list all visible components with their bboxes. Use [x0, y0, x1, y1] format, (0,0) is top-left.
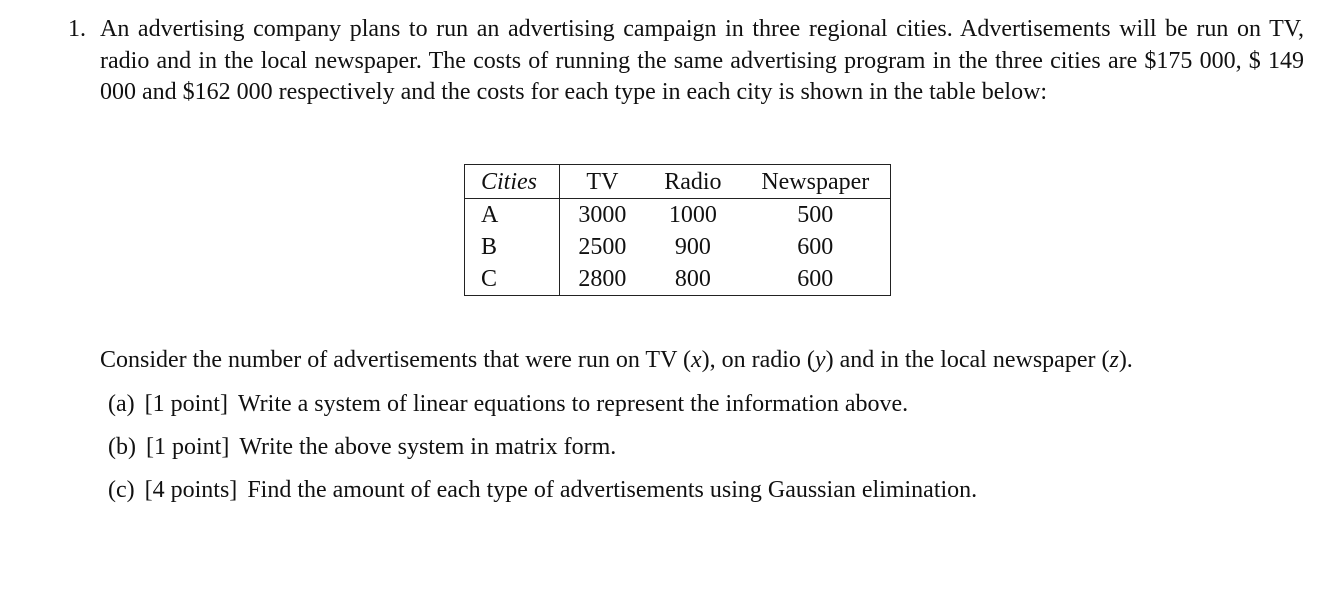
part-label: (a): [108, 391, 135, 417]
prompt-text-3: ) and in the local newspaper (: [825, 347, 1110, 373]
cell-tv: 2800: [578, 266, 627, 292]
variable-x: x: [690, 347, 702, 373]
table-header-row: [465, 165, 891, 199]
header-newspaper: Newspaper: [741, 165, 891, 199]
variable-z: z: [1109, 347, 1119, 373]
cell-radio: 900: [674, 234, 711, 260]
part-points: [1 point]: [145, 434, 230, 460]
part-text: Find the amount of each type of advertisements using Gaussian elimination.: [247, 477, 978, 503]
part-points: [4 points]: [144, 477, 238, 503]
cell-city: C: [465, 263, 560, 296]
prompt-text-4: ).: [1118, 347, 1133, 373]
variable-y: y: [814, 347, 826, 373]
prompt-text-2: ), on radio (: [701, 347, 815, 373]
header-cities: Cities: [465, 165, 560, 199]
problem-text: An advertising company plans to run an advertising campaign in three regional cities. Advertisements will be run on TV, radio and in the local newspaper. The costs of running the same advertising program in the three cities are $175 000, $ 149 000 and $162 000 respectively and the costs for each type in each city is shown in the table below:: [100, 16, 1304, 105]
part-text: Write the above system in matrix form.: [239, 434, 617, 460]
cell-city: B: [465, 231, 560, 263]
part-a: [108, 389, 977, 432]
question-prompt: [100, 345, 1133, 376]
cell-radio: 800: [674, 266, 711, 292]
cell-tv: 2500: [578, 234, 627, 260]
prompt-text-1: Consider the number of advertisements that were run on TV (: [100, 347, 691, 373]
part-label: (b): [108, 434, 136, 460]
cell-tv: 3000: [578, 202, 627, 228]
cell-newspaper: 500: [797, 202, 834, 228]
cell-newspaper: 600: [797, 266, 834, 292]
cell-city: A: [465, 199, 560, 232]
part-text: Write a system of linear equations to represent the information above.: [237, 391, 909, 417]
part-points: [1 point]: [144, 391, 228, 417]
cost-table: [464, 164, 891, 296]
header-tv: TV: [559, 165, 645, 199]
cell-radio: 1000: [668, 202, 717, 228]
table-row: [465, 199, 891, 232]
part-label: (c): [108, 477, 135, 503]
table-row: [465, 231, 891, 263]
problem-statement: [68, 14, 1304, 109]
table-row: [465, 263, 891, 296]
part-b: [108, 432, 977, 475]
header-radio: Radio: [645, 165, 740, 199]
question-parts: [108, 389, 977, 518]
cell-newspaper: 600: [797, 234, 834, 260]
part-c: [108, 475, 977, 518]
problem-number: 1.: [68, 16, 86, 42]
